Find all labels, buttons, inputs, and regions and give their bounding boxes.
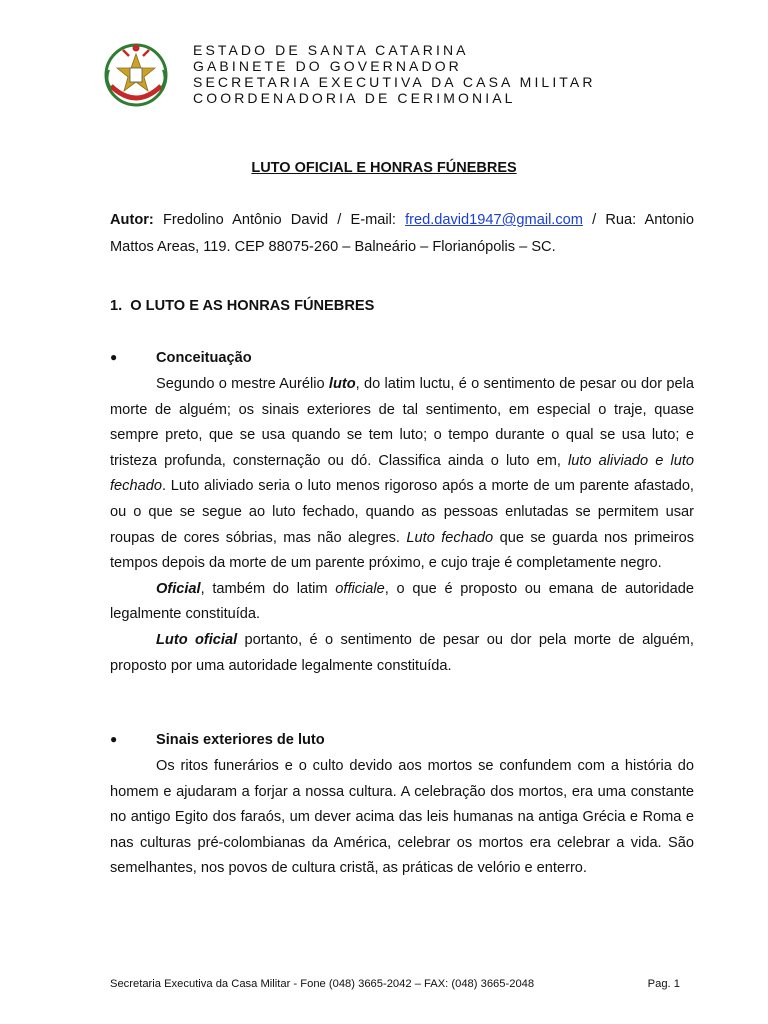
letterhead-line-secretariat: SECRETARIA EXECUTIVA DA CASA MILITAR	[193, 74, 596, 90]
paragraph-luto-oficial-definition	[110, 628, 694, 679]
letterhead-line-cabinet: GABINETE DO GOVERNADOR	[193, 58, 462, 74]
letterhead-line-coordination: COORDENADORIA DE CERIMONIAL	[193, 90, 516, 106]
text-run: , também do latim	[200, 580, 336, 597]
sinais-exteriores-body	[110, 754, 694, 882]
text-run-bold-italic: luto	[328, 376, 356, 392]
bullet-icon: ●	[110, 350, 118, 364]
text-run: Segundo o mestre Aurélio	[156, 376, 329, 392]
text-run: , o que é proposto ou emana de autoridade legalmente constituída.	[110, 580, 694, 623]
page-footer	[110, 978, 680, 990]
conceituacao-body	[110, 372, 694, 679]
text-run-italic: Luto fechado	[406, 529, 494, 546]
author-address: / Rua: Antonio Mattos Areas, 119. CEP 88075-260 – Balneário – Florianópolis – SC.	[110, 212, 694, 255]
text-run-italic: luto aliviado e luto fechado	[110, 452, 694, 495]
document-title: LUTO OFICIAL E HONRAS FÚNEBRES	[251, 160, 517, 176]
text-run-bold-italic: Oficial	[156, 580, 201, 597]
letterhead	[193, 42, 596, 106]
author-name: Fredolino Antônio David / E-mail:	[153, 212, 406, 228]
author-email-link[interactable]: fred.david1947@gmail.com	[405, 212, 583, 228]
text-run-bold-italic: Luto oficial	[156, 631, 238, 648]
bullet-heading-conceituacao: Conceituação	[156, 350, 252, 366]
text-run: portanto, é o sentimento de pesar ou dor pela morte de alguém, proposto por uma autoridade legalmente constituída.	[110, 631, 694, 674]
page-number: Pag. 1	[647, 978, 680, 990]
footer-contact: Secretaria Executiva da Casa Militar - Fone (048) 3665-2042 – FAX: (048) 3665-2048	[110, 978, 535, 990]
paragraph-oficial-definition	[110, 577, 694, 628]
bullet-heading-sinais-exteriores: Sinais exteriores de luto	[156, 732, 325, 748]
paragraph-luto-definition	[110, 372, 694, 577]
letterhead-line-state: ESTADO DE SANTA CATARINA	[193, 42, 469, 58]
bullet-icon: ●	[110, 732, 118, 746]
text-run-italic: officiale	[335, 580, 385, 597]
text-run: que se guarda nos primeiros tempos depois da morte de um parente próximo, e cujo traje é completamente negro.	[110, 529, 694, 572]
author-label: Autor:	[110, 212, 154, 228]
paragraph-ritos-funerarios: Os ritos funerários e o culto devido aos mortos se confundem com a história do homem e ajudaram a forjar a nossa cultura. A celebração dos mortos, era uma constante no antigo Egito dos faraós, um dever acima das leis humanas na antiga Grécia e Roma e nas culturas pré-colombianas da América, celebrar os mortos era celebrar a vida. São semelhantes, nos povos de cultura cristã, as práticas de velório e enterro.	[110, 758, 694, 877]
section-heading-1: 1. O LUTO E AS HONRAS FÚNEBRES	[110, 298, 375, 314]
text-run: , do latim luctu, é o sentimento de pesar ou dor pela morte de alguém; os sinais exteriores de tal sentimento, em especial o traje, quase sempre preto, que se usa quando se tem luto; o tempo durante o qual se usa luto; e tristeza profunda, consternação ou dó. Classifica ainda o luto em,	[110, 376, 694, 469]
text-run: . Luto aliviado seria o luto menos rigoroso após a morte de um parente afastado, ou o que se segue ao luto fechado, quando as pessoas enlutadas se permitem usar roupas de cores sóbrias, mas não alegres.	[110, 478, 694, 546]
author-block	[110, 207, 694, 261]
state-coat-of-arms-emblem	[103, 40, 169, 110]
